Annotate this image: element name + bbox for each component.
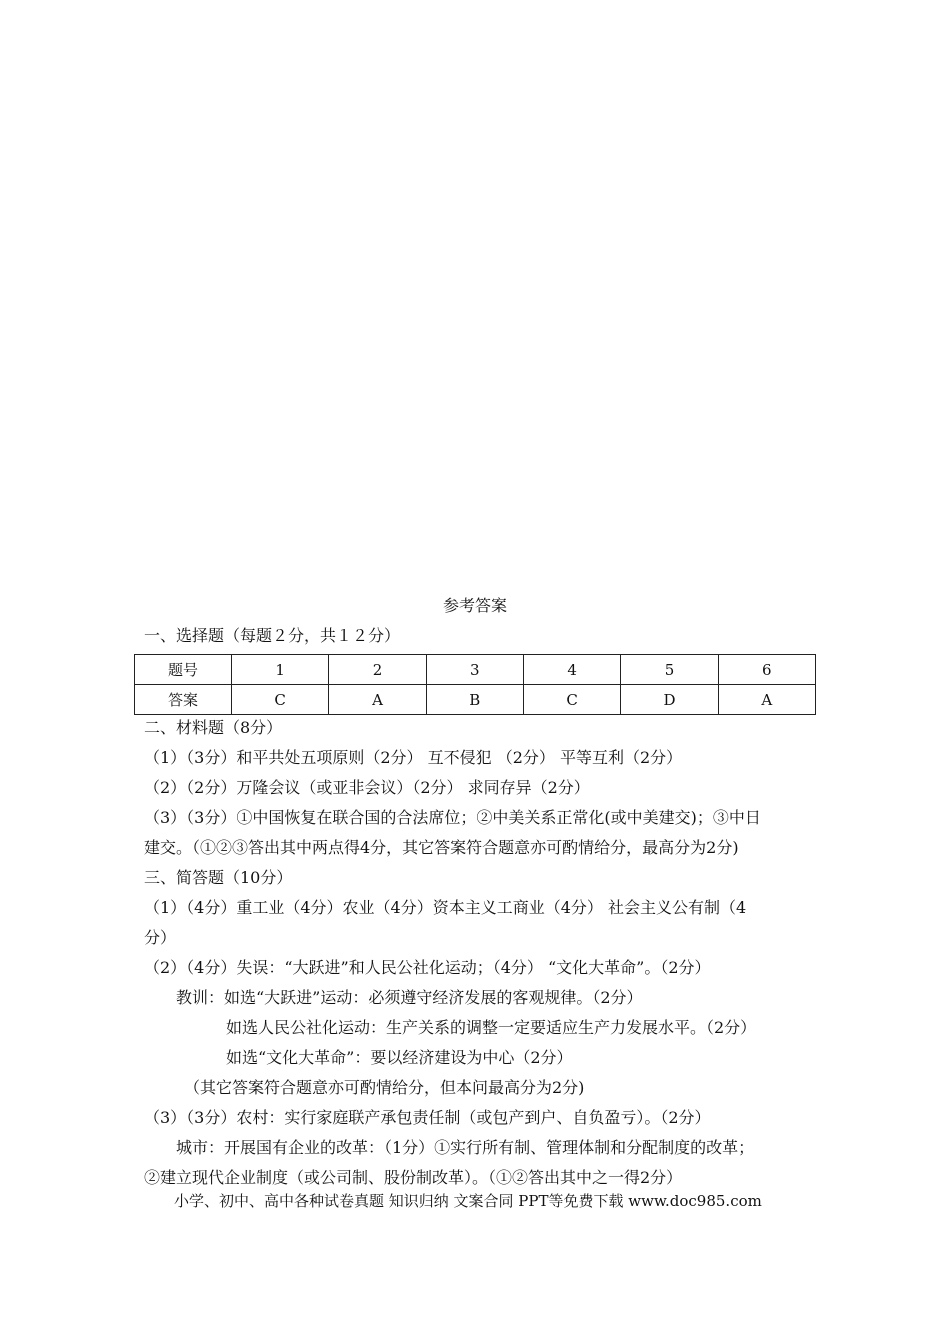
section2-line: （1）（3分）和平共处五项原则（2分） 互不侵犯 （2分） 平等互利（2分） [144,748,683,767]
answer-table [134,654,816,715]
section3-line: 城市：开展国有企业的改革：（1分）①实行所有制、管理体制和分配制度的改革； [176,1138,755,1157]
section3-line: ②建立现代企业制度（或公司制、股份制改革）。（①②答出其中之一得2分） [144,1168,683,1187]
table-cell: 3 [426,655,523,685]
table-cell: 6 [718,655,815,685]
table-cell: B [426,685,523,715]
section3-heading: 三、简答题（10分） [144,868,293,887]
section3-line: （其它答案符合题意亦可酌情给分，但本问最高分为2分) [184,1078,585,1097]
section3-line: 如选人民公社化运动：生产关系的调整一定要适应生产力发展水平。（2分） [226,1018,757,1037]
section3-line: 如选“文化大革命”：要以经济建设为中心（2分） [226,1048,573,1067]
table-cell: 1 [232,655,329,685]
section2-line: （3）（3分）①中国恢复在联合国的合法席位；②中美关系正常化(或中美建交)；③中日 [144,808,761,827]
table-cell: 2 [329,655,426,685]
section2-line: （2）（2分）万隆会议（或亚非会议）（2分） 求同存异（2分） [144,778,590,797]
table-row [135,685,816,715]
table-cell: 5 [621,655,718,685]
table-cell: C [232,685,329,715]
table-row [135,655,816,685]
section3-line: （3）（3分）农村：实行家庭联产承包责任制（或包产到户、自负盈亏）。（2分） [144,1108,711,1127]
section3-line: （2）（4分）失误：“大跃进”和人民公社化运动；（4分） “文化大革命”。（2分） [144,958,711,977]
table-cell: A [718,685,815,715]
table-row-label: 答案 [135,685,232,715]
section3-line: （1）（4分）重工业（4分）农业（4分）资本主义工商业（4分） 社会主义公有制（4 [144,898,747,917]
table-cell: D [621,685,718,715]
footer-text: 小学、初中、高中各种试卷真题 知识归纳 文案合同 PPT等免费下载 www.doc985.com [174,1192,762,1210]
section3-line: 教训：如选“大跃进”运动：必须遵守经济发展的客观规律。（2分） [176,988,643,1007]
table-row-label: 题号 [135,655,232,685]
table-cell: C [523,685,620,715]
page-title: 参考答案 [442,596,507,615]
table-cell: 4 [523,655,620,685]
table-cell: A [329,685,426,715]
section1-heading: 一、选择题（每题２分，共１２分） [144,626,401,645]
section3-line: 分） [144,928,177,947]
section2-heading: 二、材料题（8分） [144,718,283,737]
section2-line: 建交。（①②③答出其中两点得4分，其它答案符合题意亦可酌情给分，最高分为2分) [144,838,739,857]
